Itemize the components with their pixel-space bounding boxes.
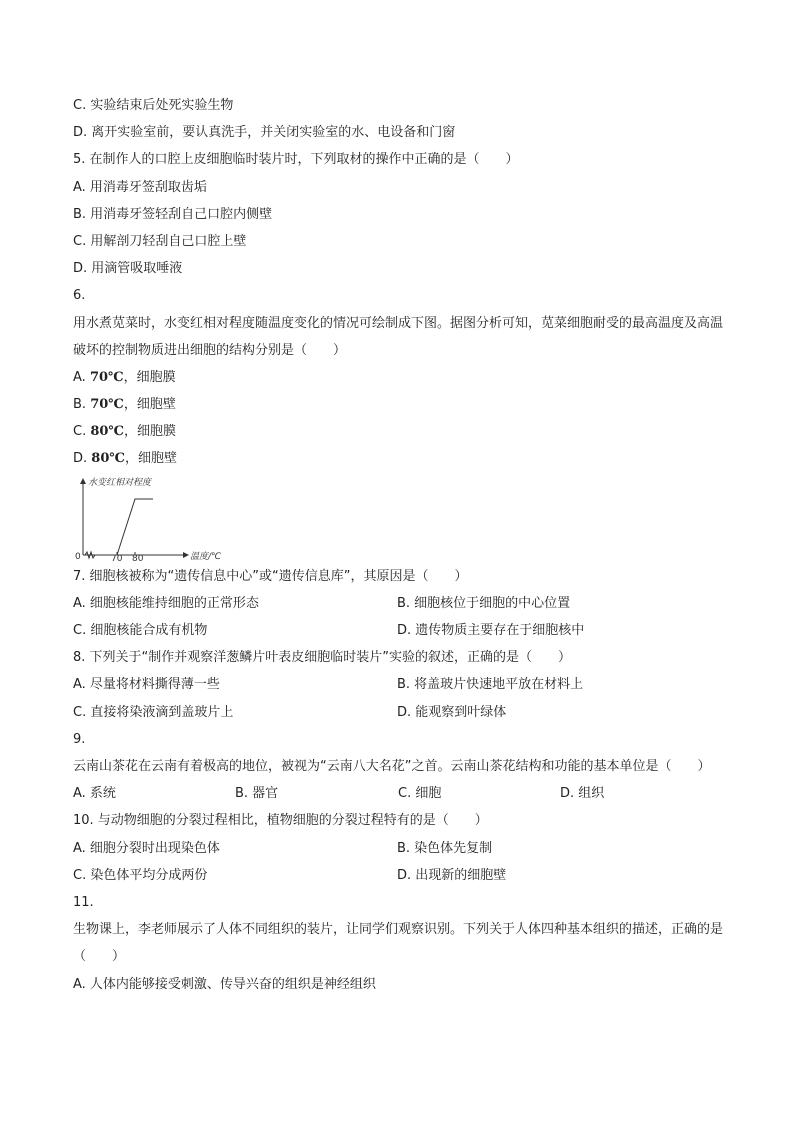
q8-stem: 8. 下列关于“制作并观察洋葱鳞片叶表皮细胞临时装片”实验的叙述，正确的是（ ） — [73, 650, 572, 666]
q10-option-c: C. 染色体平均分成两份 — [73, 867, 208, 883]
q10-options-row-1 — [73, 835, 723, 862]
q5-option-a: A. 用消毒牙签刮取齿垢 — [73, 179, 207, 195]
q6-option-d — [73, 445, 723, 472]
q9-option-a: A. 系统 — [73, 786, 116, 802]
q5-option-b: B. 用消毒牙签轻刮自己口腔内侧壁 — [73, 206, 273, 222]
q7-options-row-2 — [73, 617, 723, 644]
q11-option-a: A. 人体内能够接受刺激、传导兴奋的组织是神经组织 — [73, 976, 376, 992]
q7-stem: 7. 细胞核被称为“遗传信息中心”或“遗传信息库”，其原因是（ ） — [73, 568, 468, 584]
y-axis-label: 水变红相对程度 — [88, 477, 152, 488]
exam-page — [73, 92, 723, 998]
q9-option-d: D. 组织 — [560, 786, 605, 802]
q6-option-b-temp: 70℃ — [90, 397, 124, 413]
q7-option-b: B. 细胞核位于细胞的中心位置 — [397, 595, 571, 611]
q7-options-row-1 — [73, 590, 723, 617]
origin-label: 0 — [75, 551, 81, 562]
q8-options-row-1 — [73, 671, 723, 698]
q6-option-a-prefix: A. — [73, 369, 90, 385]
q4-option-c: C. 实验结束后处死实验生物 — [73, 98, 234, 113]
q6-option-a-temp: 70℃ — [89, 369, 124, 385]
q7-option-d: D. 遗传物质主要存在于细胞核中 — [397, 623, 585, 639]
q7-option-a: A. 细胞核能维持细胞的正常形态 — [73, 595, 259, 611]
q10-option-d: D. 出现新的细胞壁 — [397, 867, 507, 883]
q6-option-c-temp: 80℃ — [90, 424, 125, 440]
q11-stem: 生物课上，李老师展示了人体不同组织的装片，让同学们观察识别。下列关于人体四种基本组织的描述，正确的是（ ） — [73, 922, 724, 965]
q6-option-c-prefix: C. — [73, 424, 91, 440]
q6-stem: 用水煮苋菜时，水变红相对程度随温度变化的情况可绘制成下图。据图分析可知，苋菜细胞耐受的最高温度及高温破坏的控制物质进出细胞的结构分别是（ ） — [73, 315, 724, 358]
q8-option-d: D. 能观察到叶绿体 — [397, 704, 507, 720]
q8-option-c: C. 直接将染液滴到盖玻片上 — [73, 704, 234, 720]
q5-stem: 5. 在制作人的口腔上皮细胞临时装片时，下列取材的操作中正确的是（ ） — [73, 152, 519, 168]
q6-option-a-rest: ，细胞膜 — [123, 369, 176, 385]
q6-option-d-temp: 80℃ — [91, 451, 125, 467]
x-tick-label-80: 80 — [132, 553, 144, 564]
temperature-chart-svg — [73, 475, 222, 564]
q9-option-b: B. 器官 — [235, 786, 279, 802]
q10-option-a: A. 细胞分裂时出现染色体 — [73, 840, 220, 856]
q6-option-a — [73, 364, 723, 391]
q9-option-c: C. 细胞 — [398, 786, 442, 802]
q6-option-b — [73, 391, 723, 418]
data-series-line — [95, 499, 153, 555]
q5-option-c: C. 用解剖刀轻刮自己口腔上壁 — [73, 233, 247, 249]
q8-options-row-2 — [73, 699, 723, 726]
q6-option-d-prefix: D. — [73, 451, 92, 467]
q6-option-c — [73, 418, 723, 445]
temperature-chart — [73, 475, 222, 564]
q9-number: 9. — [73, 731, 86, 747]
q10-option-b: B. 染色体先复制 — [397, 840, 493, 856]
q10-options-row-2 — [73, 862, 723, 889]
q4-option-d: D. 离开实验室前，要认真洗手，并关闭实验室的水、电设备和门窗 — [73, 125, 456, 141]
q6-option-b-rest: ，细胞壁 — [123, 397, 176, 413]
q7-option-c: C. 细胞核能合成有机物 — [73, 623, 208, 639]
q6-option-d-rest: ，细胞壁 — [124, 451, 177, 467]
q9-stem: 云南山茶花在云南有着极高的地位，被视为“云南八大名花”之首。云南山茶花结构和功能的基本单位是（ ） — [73, 758, 711, 774]
x-tick-label-70: 70 — [111, 553, 123, 564]
q5-option-d: D. 用滴管吸取唾液 — [73, 261, 183, 277]
q8-option-b: B. 将盖玻片快速地平放在材料上 — [397, 677, 584, 693]
q6-option-b-prefix: B. — [73, 397, 91, 413]
q6-option-c-rest: ，细胞膜 — [124, 424, 177, 440]
q9-options-row — [73, 780, 723, 807]
q6-number: 6. — [73, 288, 86, 304]
q10-stem: 10. 与动物细胞的分裂过程相比，植物细胞的分裂过程特有的是（ ） — [73, 813, 488, 829]
q11-number: 11. — [73, 894, 94, 910]
x-axis-label: 温度/℃ — [190, 551, 222, 562]
q8-option-a: A. 尽量将材料撕得薄一些 — [73, 677, 220, 693]
